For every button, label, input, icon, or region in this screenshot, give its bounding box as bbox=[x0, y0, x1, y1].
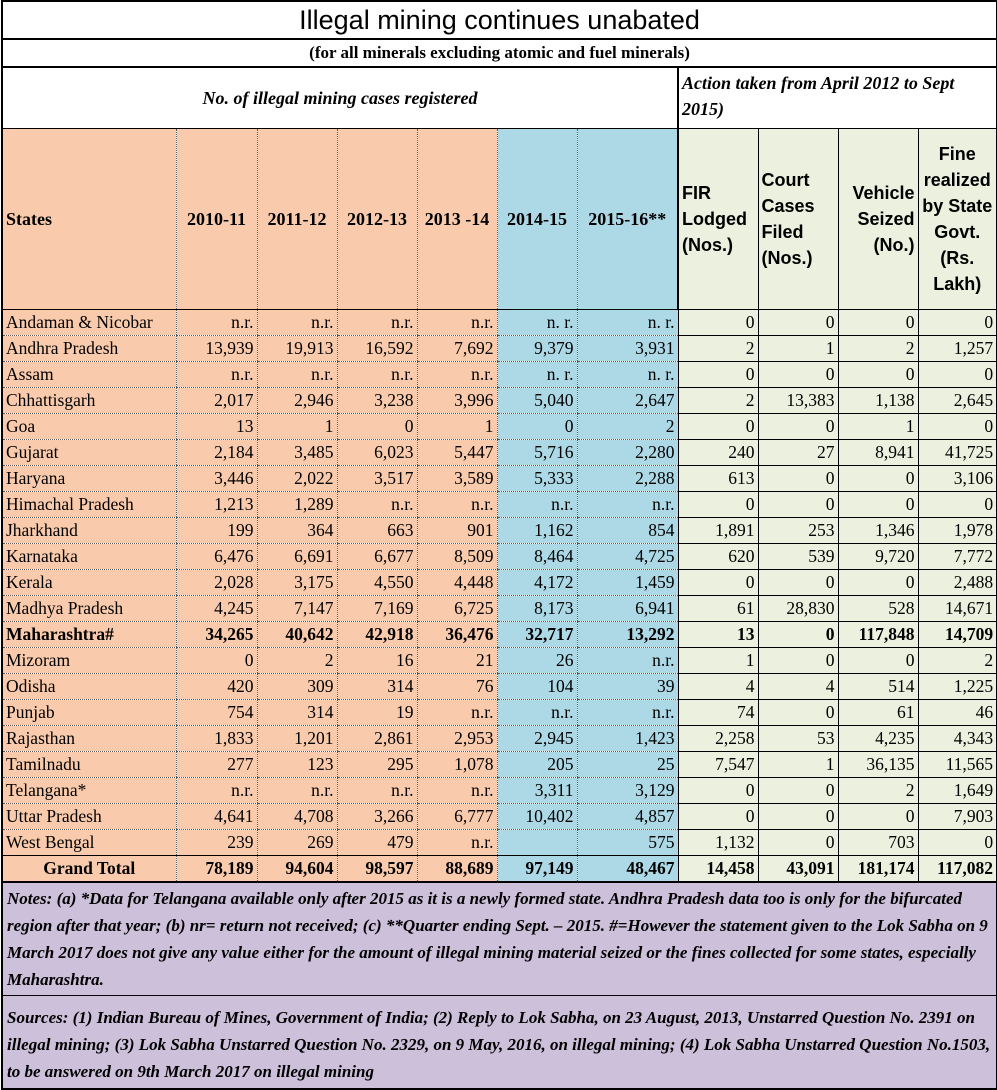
table-cell: 8,941 bbox=[838, 440, 918, 466]
table-row bbox=[2, 544, 997, 570]
table-cell: 36,476 bbox=[417, 622, 497, 648]
table-cell: 4,235 bbox=[838, 726, 918, 752]
state-name-cell: Chhattisgarh bbox=[2, 388, 176, 414]
table-cell: 7,169 bbox=[337, 596, 417, 622]
table-cell: 1,891 bbox=[678, 518, 758, 544]
table-cell: 4,550 bbox=[337, 570, 417, 596]
table-cell: 14,671 bbox=[918, 596, 997, 622]
table-cell: 3,589 bbox=[417, 466, 497, 492]
table-cell: 42,918 bbox=[337, 622, 417, 648]
action-group-header: Action taken from April 2012 to Sept 2015) bbox=[678, 67, 997, 129]
table-cell: 21 bbox=[417, 648, 497, 674]
state-name-cell: Telangana* bbox=[2, 778, 176, 804]
table-cell: 1 bbox=[417, 414, 497, 440]
table-cell: 240 bbox=[678, 440, 758, 466]
table-cell: 754 bbox=[176, 700, 257, 726]
table-cell: 0 bbox=[758, 466, 838, 492]
table-cell: 309 bbox=[257, 674, 337, 700]
table-cell: 34,265 bbox=[176, 622, 257, 648]
table-cell: 13 bbox=[678, 622, 758, 648]
table-cell: 61 bbox=[838, 700, 918, 726]
table-cell: 4 bbox=[758, 674, 838, 700]
table-cell: 74 bbox=[678, 700, 758, 726]
table-cell: n.r. bbox=[417, 362, 497, 388]
table-row bbox=[2, 414, 997, 440]
table-cell: 2,488 bbox=[918, 570, 997, 596]
table-cell: 8,173 bbox=[497, 596, 577, 622]
table-row bbox=[2, 674, 997, 700]
table-cell: n.r. bbox=[577, 700, 678, 726]
table-cell: 8,509 bbox=[417, 544, 497, 570]
table-cell: n.r. bbox=[417, 830, 497, 856]
table-cell: 4,172 bbox=[497, 570, 577, 596]
page-subtitle: (for all minerals excluding atomic and fuel minerals) bbox=[2, 39, 997, 67]
state-name-cell: Andhra Pradesh bbox=[2, 336, 176, 362]
table-cell: 205 bbox=[497, 752, 577, 778]
table-cell: 269 bbox=[257, 830, 337, 856]
table-cell: 1 bbox=[678, 648, 758, 674]
table-cell: 27 bbox=[758, 440, 838, 466]
table-cell: 0 bbox=[838, 362, 918, 388]
table-cell: 1,213 bbox=[176, 492, 257, 518]
table-cell: 199 bbox=[176, 518, 257, 544]
table-cell: 0 bbox=[838, 492, 918, 518]
table-cell: n.r. bbox=[497, 700, 577, 726]
table-cell: 6,691 bbox=[257, 544, 337, 570]
state-name-cell: Mizoram bbox=[2, 648, 176, 674]
table-cell: 314 bbox=[337, 674, 417, 700]
table-cell: 2 bbox=[577, 414, 678, 440]
total-cell: 94,604 bbox=[257, 856, 337, 883]
col-header-states: States bbox=[2, 129, 176, 310]
table-cell: 6,476 bbox=[176, 544, 257, 570]
table-cell: n.r. bbox=[257, 362, 337, 388]
table-cell: 2,946 bbox=[257, 388, 337, 414]
table-cell: 6,023 bbox=[337, 440, 417, 466]
col-header-fine-realized: Fine realized by State Govt. (Rs. Lakh) bbox=[918, 129, 997, 310]
col-header-2015-16: 2015-16** bbox=[577, 129, 678, 310]
col-header-2011-12: 2011-12 bbox=[257, 129, 337, 310]
table-cell: 28,830 bbox=[758, 596, 838, 622]
table-cell: 41,725 bbox=[918, 440, 997, 466]
table-cell: 0 bbox=[918, 310, 997, 336]
table-row bbox=[2, 362, 997, 388]
state-name-cell: Tamilnadu bbox=[2, 752, 176, 778]
table-cell: 0 bbox=[918, 414, 997, 440]
table-cell: 0 bbox=[678, 804, 758, 830]
table-cell: 2 bbox=[678, 388, 758, 414]
total-cell: 97,149 bbox=[497, 856, 577, 883]
cases-group-header: No. of illegal mining cases registered bbox=[2, 67, 678, 129]
table-cell: 76 bbox=[417, 674, 497, 700]
table-cell: 5,333 bbox=[497, 466, 577, 492]
table-cell: n.r. bbox=[497, 492, 577, 518]
table-row bbox=[2, 830, 997, 856]
table-cell: 420 bbox=[176, 674, 257, 700]
table-cell: 277 bbox=[176, 752, 257, 778]
table-cell: 13 bbox=[176, 414, 257, 440]
table-cell: 5,040 bbox=[497, 388, 577, 414]
table-cell: 1,162 bbox=[497, 518, 577, 544]
table-cell: 2,280 bbox=[577, 440, 678, 466]
table-cell: 117,848 bbox=[838, 622, 918, 648]
state-name-cell: Madhya Pradesh bbox=[2, 596, 176, 622]
table-cell: 6,777 bbox=[417, 804, 497, 830]
table-cell: 4,245 bbox=[176, 596, 257, 622]
table-cell: 9,379 bbox=[497, 336, 577, 362]
table-cell: 104 bbox=[497, 674, 577, 700]
col-header-court-cases: Court Cases Filed (Nos.) bbox=[758, 129, 838, 310]
table-cell: 2,017 bbox=[176, 388, 257, 414]
table-cell: 0 bbox=[918, 492, 997, 518]
table-cell: 1 bbox=[758, 752, 838, 778]
table-row bbox=[2, 466, 997, 492]
table-cell: 364 bbox=[257, 518, 337, 544]
total-cell: 43,091 bbox=[758, 856, 838, 883]
table-row bbox=[2, 388, 997, 414]
table-row bbox=[2, 700, 997, 726]
table-cell: 3,129 bbox=[577, 778, 678, 804]
table-cell: 3,517 bbox=[337, 466, 417, 492]
table-cell: 26 bbox=[497, 648, 577, 674]
state-name-cell: Himachal Pradesh bbox=[2, 492, 176, 518]
table-cell: 0 bbox=[758, 830, 838, 856]
table-cell: 7,903 bbox=[918, 804, 997, 830]
state-name-cell: Haryana bbox=[2, 466, 176, 492]
table-cell: 3,238 bbox=[337, 388, 417, 414]
table-cell: 4,448 bbox=[417, 570, 497, 596]
table-cell: 0 bbox=[337, 414, 417, 440]
table-cell: 11,565 bbox=[918, 752, 997, 778]
table-cell: n.r. bbox=[257, 778, 337, 804]
table-cell: 479 bbox=[337, 830, 417, 856]
state-name-cell: Odisha bbox=[2, 674, 176, 700]
table-cell: 13,292 bbox=[577, 622, 678, 648]
table-cell: n. r. bbox=[497, 362, 577, 388]
table-cell: 16 bbox=[337, 648, 417, 674]
table-cell: 0 bbox=[758, 414, 838, 440]
table-cell: 0 bbox=[678, 570, 758, 596]
sources-text: Sources: (1) Indian Bureau of Mines, Government of India; (2) Reply to Lok Sabha, on 23 August, 2013, Unstarred Question No. 2391 on illegal mining; (3) Lok Sabha Unstarred Question No. 2329, on 9 May, 2016, on illegal mining; (4) Lok Sabha Unstarred Question No.1503, to be answered on 9th March 2017 on illegal mining bbox=[2, 996, 997, 1090]
table-cell: 0 bbox=[758, 700, 838, 726]
table-row bbox=[2, 570, 997, 596]
table-cell: 0 bbox=[678, 362, 758, 388]
table-cell: n.r. bbox=[176, 778, 257, 804]
table-cell: 4,857 bbox=[577, 804, 678, 830]
state-name-cell: Uttar Pradesh bbox=[2, 804, 176, 830]
table-cell: 0 bbox=[758, 804, 838, 830]
illegal-mining-table bbox=[1, 0, 997, 1090]
table-cell: 2,288 bbox=[577, 466, 678, 492]
table-cell: 61 bbox=[678, 596, 758, 622]
table-cell: 314 bbox=[257, 700, 337, 726]
state-name-cell: Goa bbox=[2, 414, 176, 440]
table-cell: 239 bbox=[176, 830, 257, 856]
table-cell: 1,225 bbox=[918, 674, 997, 700]
table-cell: 3,446 bbox=[176, 466, 257, 492]
state-name-cell: Punjab bbox=[2, 700, 176, 726]
table-cell: 0 bbox=[838, 466, 918, 492]
table-cell: 4,725 bbox=[577, 544, 678, 570]
table-cell: 514 bbox=[838, 674, 918, 700]
state-name-cell: West Bengal bbox=[2, 830, 176, 856]
page-title: Illegal mining continues unabated bbox=[2, 1, 997, 39]
col-header-fir-lodged: FIR Lodged (Nos.) bbox=[678, 129, 758, 310]
table-cell: 0 bbox=[678, 778, 758, 804]
table-cell: n.r. bbox=[417, 492, 497, 518]
table-cell: 1,833 bbox=[176, 726, 257, 752]
state-name-cell: Jharkhand bbox=[2, 518, 176, 544]
table-cell: 2 bbox=[257, 648, 337, 674]
table-cell: 0 bbox=[838, 310, 918, 336]
table-cell: 663 bbox=[337, 518, 417, 544]
table-body bbox=[2, 310, 997, 856]
table-cell: 39 bbox=[577, 674, 678, 700]
table-cell: 5,716 bbox=[497, 440, 577, 466]
table-cell: 7,692 bbox=[417, 336, 497, 362]
table-cell: 528 bbox=[838, 596, 918, 622]
table-cell: 1,132 bbox=[678, 830, 758, 856]
table-row bbox=[2, 310, 997, 336]
col-header-2014-15: 2014-15 bbox=[497, 129, 577, 310]
table-cell: 703 bbox=[838, 830, 918, 856]
state-name-cell: Rajasthan bbox=[2, 726, 176, 752]
state-name-cell: Karnataka bbox=[2, 544, 176, 570]
table-cell: 5,447 bbox=[417, 440, 497, 466]
table-cell: 10,402 bbox=[497, 804, 577, 830]
table-cell: 4,708 bbox=[257, 804, 337, 830]
table-cell: 4,641 bbox=[176, 804, 257, 830]
table-cell: n. r. bbox=[577, 310, 678, 336]
table-cell: 6,677 bbox=[337, 544, 417, 570]
table-cell: n.r. bbox=[176, 310, 257, 336]
table-cell: 4 bbox=[678, 674, 758, 700]
table-cell: 3,996 bbox=[417, 388, 497, 414]
table-cell: 1,423 bbox=[577, 726, 678, 752]
table-cell: 0 bbox=[758, 310, 838, 336]
table-cell: 2,028 bbox=[176, 570, 257, 596]
total-label: Grand Total bbox=[2, 856, 176, 883]
table-cell: 2,022 bbox=[257, 466, 337, 492]
table-cell: 6,941 bbox=[577, 596, 678, 622]
total-cell: 14,458 bbox=[678, 856, 758, 883]
table-row bbox=[2, 778, 997, 804]
table-cell: 1,459 bbox=[577, 570, 678, 596]
table-cell: 1 bbox=[257, 414, 337, 440]
table-cell: 53 bbox=[758, 726, 838, 752]
table-cell: 854 bbox=[577, 518, 678, 544]
table-cell: n.r. bbox=[417, 778, 497, 804]
table-cell: 19,913 bbox=[257, 336, 337, 362]
total-cell: 88,689 bbox=[417, 856, 497, 883]
table-cell: 123 bbox=[257, 752, 337, 778]
table-cell: 2,258 bbox=[678, 726, 758, 752]
table-cell: 2,647 bbox=[577, 388, 678, 414]
table-row bbox=[2, 726, 997, 752]
table-cell: 36,135 bbox=[838, 752, 918, 778]
table-cell: n.r. bbox=[337, 492, 417, 518]
table-cell: 6,725 bbox=[417, 596, 497, 622]
total-cell: 48,467 bbox=[577, 856, 678, 883]
table-cell: 1,138 bbox=[838, 388, 918, 414]
table-cell: 3,931 bbox=[577, 336, 678, 362]
table-row bbox=[2, 804, 997, 830]
table-cell: 25 bbox=[577, 752, 678, 778]
table-cell: 1 bbox=[758, 336, 838, 362]
table-cell: 2 bbox=[838, 336, 918, 362]
table-row bbox=[2, 336, 997, 362]
state-name-cell: Maharashtra# bbox=[2, 622, 176, 648]
table-cell: 1,257 bbox=[918, 336, 997, 362]
table-cell: 13,383 bbox=[758, 388, 838, 414]
col-header-2012-13: 2012-13 bbox=[337, 129, 417, 310]
table-cell: 0 bbox=[918, 830, 997, 856]
table-row bbox=[2, 752, 997, 778]
table-cell: 620 bbox=[678, 544, 758, 570]
table-cell: 32,717 bbox=[497, 622, 577, 648]
table-cell: 3,106 bbox=[918, 466, 997, 492]
table-cell: 539 bbox=[758, 544, 838, 570]
table-cell: 2 bbox=[678, 336, 758, 362]
table-cell: 46 bbox=[918, 700, 997, 726]
table-cell: 1 bbox=[838, 414, 918, 440]
table-cell: 1,346 bbox=[838, 518, 918, 544]
table-cell: 7,772 bbox=[918, 544, 997, 570]
table-cell: 0 bbox=[678, 492, 758, 518]
table-cell: 0 bbox=[758, 570, 838, 596]
table-cell: 0 bbox=[918, 362, 997, 388]
table-cell: 0 bbox=[758, 778, 838, 804]
table-cell: 0 bbox=[758, 492, 838, 518]
table-cell: 0 bbox=[838, 804, 918, 830]
table-cell: n.r. bbox=[417, 700, 497, 726]
state-name-cell: Kerala bbox=[2, 570, 176, 596]
total-cell: 117,082 bbox=[918, 856, 997, 883]
table-cell: n.r. bbox=[176, 362, 257, 388]
table-cell: 3,175 bbox=[257, 570, 337, 596]
table-cell: 3,266 bbox=[337, 804, 417, 830]
table-cell: 2,861 bbox=[337, 726, 417, 752]
table-cell: 1,201 bbox=[257, 726, 337, 752]
table-cell: 40,642 bbox=[257, 622, 337, 648]
table-cell: 2,645 bbox=[918, 388, 997, 414]
table-cell: 575 bbox=[577, 830, 678, 856]
table-row bbox=[2, 596, 997, 622]
table-cell: n.r. bbox=[337, 778, 417, 804]
table-cell: n.r. bbox=[257, 310, 337, 336]
table-cell: 7,147 bbox=[257, 596, 337, 622]
table-cell: 1,649 bbox=[918, 778, 997, 804]
table-cell: 253 bbox=[758, 518, 838, 544]
table-cell: 2 bbox=[918, 648, 997, 674]
table-cell: n.r. bbox=[337, 310, 417, 336]
table-cell: 3,311 bbox=[497, 778, 577, 804]
table-cell: 8,464 bbox=[497, 544, 577, 570]
table-row bbox=[2, 492, 997, 518]
column-header-row bbox=[2, 129, 997, 310]
notes-text: Notes: (a) *Data for Telangana available only after 2015 as it is a newly formed state. Andhra Pradesh data too is only for the bifurcated region after that year; (b) nr= return not received; (c) **Quarter ending Sept. – 2015. #=However the statement given to the Lok Sabha on 9 March 2017 does not give any value either for the amount of illegal mining material seized or the fines collected for some states, especially Maharashtra. bbox=[2, 882, 997, 996]
table-cell: n. r. bbox=[497, 310, 577, 336]
table-cell bbox=[497, 830, 577, 856]
table-cell: n.r. bbox=[577, 648, 678, 674]
table-cell: 901 bbox=[417, 518, 497, 544]
total-cell: 78,189 bbox=[176, 856, 257, 883]
state-name-cell: Assam bbox=[2, 362, 176, 388]
table-cell: n.r. bbox=[417, 310, 497, 336]
table-cell: 2 bbox=[838, 778, 918, 804]
table-cell: 0 bbox=[838, 570, 918, 596]
table-cell: 16,592 bbox=[337, 336, 417, 362]
table-cell: 0 bbox=[838, 648, 918, 674]
table-cell: 4,343 bbox=[918, 726, 997, 752]
grand-total-row bbox=[2, 856, 997, 883]
table-cell: 1,289 bbox=[257, 492, 337, 518]
table-cell: 0 bbox=[758, 362, 838, 388]
state-name-cell: Andaman & Nicobar bbox=[2, 310, 176, 336]
table-row bbox=[2, 518, 997, 544]
table-cell: 19 bbox=[337, 700, 417, 726]
table-cell: 295 bbox=[337, 752, 417, 778]
table-cell: 0 bbox=[678, 310, 758, 336]
table-cell: 1,978 bbox=[918, 518, 997, 544]
table-cell: 0 bbox=[176, 648, 257, 674]
table-cell: n. r. bbox=[577, 362, 678, 388]
table-cell: n.r. bbox=[577, 492, 678, 518]
table-cell: 14,709 bbox=[918, 622, 997, 648]
table-cell: n.r. bbox=[337, 362, 417, 388]
total-cell: 181,174 bbox=[838, 856, 918, 883]
table-cell: 7,547 bbox=[678, 752, 758, 778]
table-cell: 2,945 bbox=[497, 726, 577, 752]
table-cell: 1,078 bbox=[417, 752, 497, 778]
table-cell: 2,184 bbox=[176, 440, 257, 466]
table-row bbox=[2, 648, 997, 674]
table-cell: 0 bbox=[758, 622, 838, 648]
col-header-2010-11: 2010-11 bbox=[176, 129, 257, 310]
table-cell: 9,720 bbox=[838, 544, 918, 570]
table-cell: 2,953 bbox=[417, 726, 497, 752]
table-row bbox=[2, 622, 997, 648]
total-cell: 98,597 bbox=[337, 856, 417, 883]
table-cell: 613 bbox=[678, 466, 758, 492]
table-cell: 0 bbox=[678, 414, 758, 440]
table-cell: 3,485 bbox=[257, 440, 337, 466]
table-cell: 0 bbox=[758, 648, 838, 674]
state-name-cell: Gujarat bbox=[2, 440, 176, 466]
table-cell: 0 bbox=[497, 414, 577, 440]
col-header-2013-14: 2013 -14 bbox=[417, 129, 497, 310]
col-header-vehicle-seized: Vehicle Seized (No.) bbox=[838, 129, 918, 310]
table-cell: 13,939 bbox=[176, 336, 257, 362]
table-row bbox=[2, 440, 997, 466]
